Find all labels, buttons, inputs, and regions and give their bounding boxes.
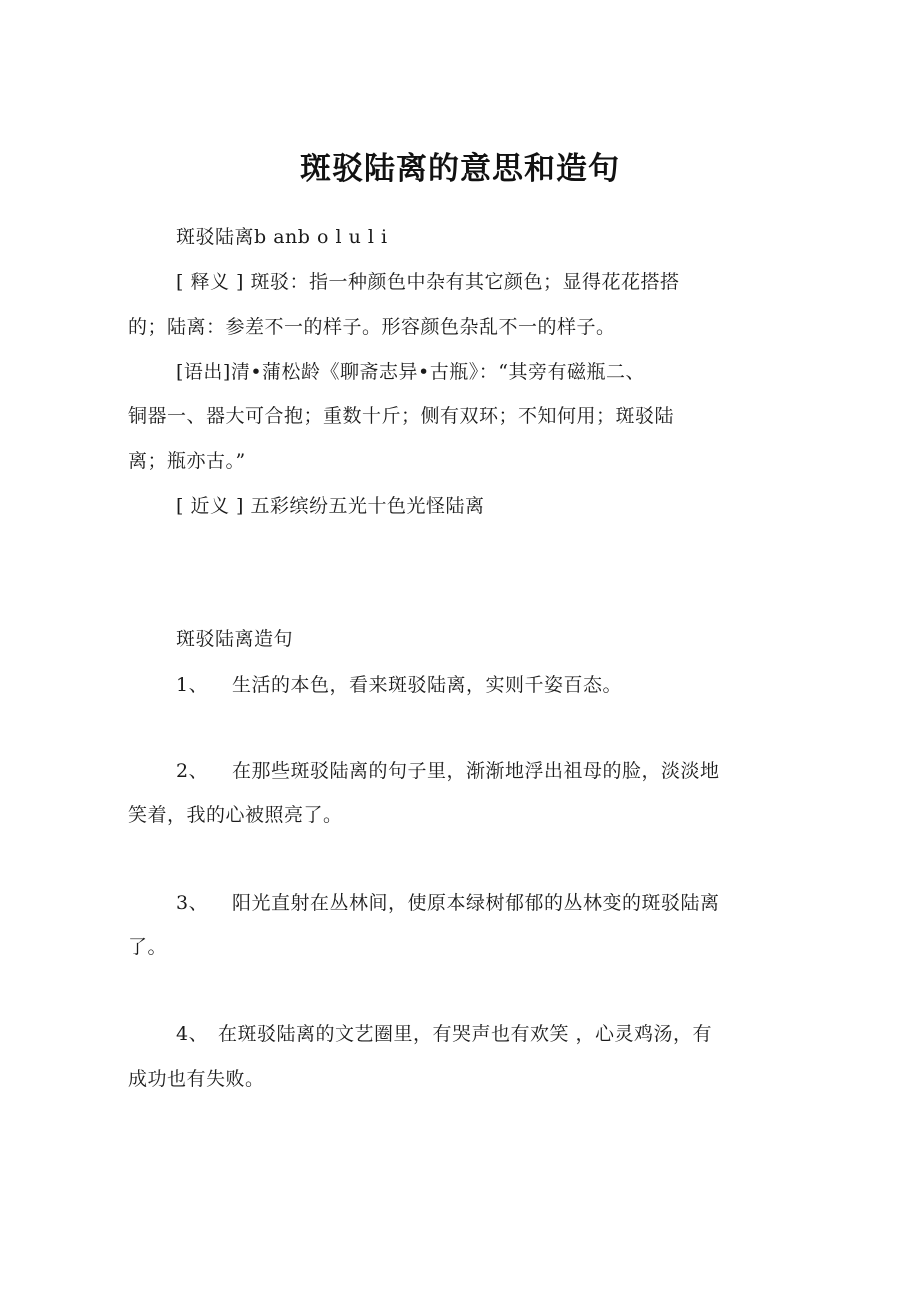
synonyms-line: [ 近义 ] 五彩缤纷五光十色光怪陆离 [176,495,485,517]
pinyin-line: 斑驳陆离b anb o l u l i [176,226,388,248]
example-text-line: 了。 [128,936,168,958]
example-text-line: 生活的本色，看来斑驳陆离，实则千姿百态。 [232,674,623,696]
example-text-line: 在斑驳陆离的文艺圈里，有哭声也有欢笑 ，心灵鸡汤，有 [218,1023,713,1045]
example-number: 2、 [176,760,209,782]
example-text-line: 笑着，我的心被照亮了。 [128,804,343,826]
definition-line-2: 的；陆离：参差不一的样子。形容颜色杂乱不一的样子。 [128,316,616,338]
source-line-1: [语出]清•蒲松龄《聊斋志异•古瓶》：“其旁有磁瓶二、 [176,361,645,383]
example-text-line: 阳光直射在丛林间，使原本绿树郁郁的丛林变的斑驳陆离 [232,892,720,914]
source-line-2: 铜器一、器大可合抱；重数十斤；侧有双环；不知何用；斑驳陆 [128,405,675,427]
page-title: 斑驳陆离的意思和造句 [300,151,620,187]
example-number: 3、 [176,892,209,914]
example-text-line: 在那些斑驳陆离的句子里，渐渐地浮出祖母的脸，淡淡地 [232,760,720,782]
example-number: 4、 [176,1023,209,1045]
examples-heading: 斑驳陆离造句 [176,628,294,650]
example-number: 1、 [176,674,209,696]
source-line-3: 离；瓶亦古。” [128,450,246,472]
definition-line-1: [ 释义 ] 斑驳：指一种颜色中杂有其它颜色；显得花花搭搭 [176,271,680,293]
example-text-line: 成功也有失败。 [128,1068,265,1090]
